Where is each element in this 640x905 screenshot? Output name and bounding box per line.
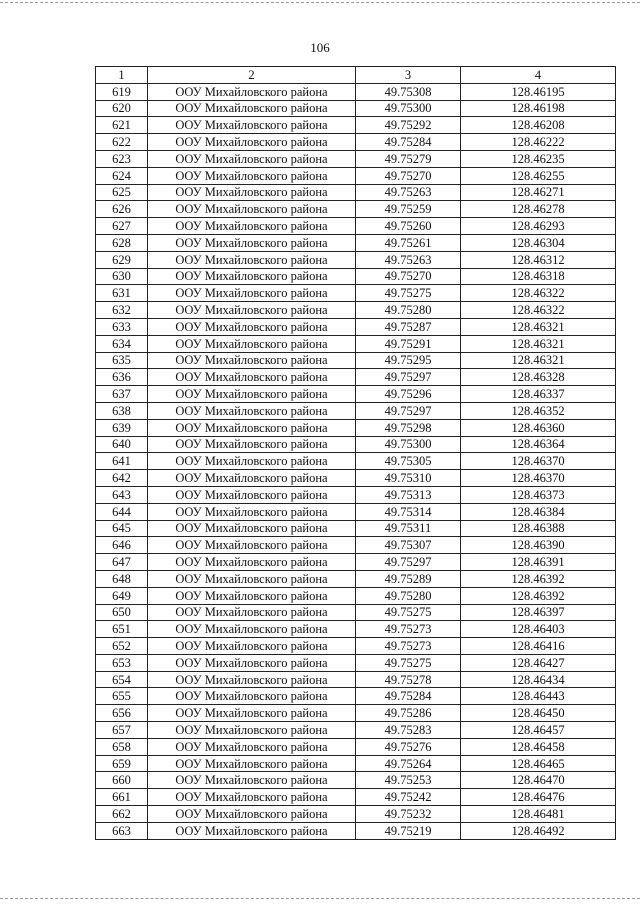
row-number-cell: 662	[96, 806, 148, 823]
row-name-cell: ООУ Михайловского района	[148, 671, 356, 688]
row-number-cell: 628	[96, 234, 148, 251]
scan-edge-top	[0, 2, 640, 4]
table-row	[96, 419, 616, 436]
row-longitude-cell: 128.46392	[461, 570, 616, 587]
row-name-cell: ООУ Михайловского района	[148, 789, 356, 806]
row-longitude-cell: 128.46397	[461, 604, 616, 621]
row-latitude-cell: 49.75275	[356, 654, 461, 671]
row-longitude-cell: 128.46450	[461, 705, 616, 722]
row-name-cell: ООУ Михайловского района	[148, 621, 356, 638]
table-row	[96, 167, 616, 184]
row-latitude-cell: 49.75284	[356, 134, 461, 151]
row-latitude-cell: 49.75275	[356, 285, 461, 302]
row-latitude-cell: 49.75280	[356, 587, 461, 604]
row-longitude-cell: 128.46271	[461, 184, 616, 201]
row-name-cell: ООУ Михайловского района	[148, 352, 356, 369]
row-latitude-cell: 49.75284	[356, 688, 461, 705]
row-latitude-cell: 49.75300	[356, 100, 461, 117]
row-longitude-cell: 128.46364	[461, 436, 616, 453]
table-row	[96, 537, 616, 554]
row-number-cell: 645	[96, 520, 148, 537]
row-number-cell: 629	[96, 251, 148, 268]
row-latitude-cell: 49.75259	[356, 201, 461, 218]
row-latitude-cell: 49.75264	[356, 755, 461, 772]
table-row	[96, 554, 616, 571]
row-name-cell: ООУ Михайловского района	[148, 386, 356, 403]
row-name-cell: ООУ Михайловского района	[148, 218, 356, 235]
coordinates-table	[95, 66, 616, 840]
row-latitude-cell: 49.75275	[356, 604, 461, 621]
table-row	[96, 218, 616, 235]
row-name-cell: ООУ Михайловского района	[148, 436, 356, 453]
row-longitude-cell: 128.46458	[461, 738, 616, 755]
row-latitude-cell: 49.75270	[356, 167, 461, 184]
row-name-cell: ООУ Михайловского района	[148, 100, 356, 117]
column-header-latitude: 3	[356, 67, 461, 84]
table-row	[96, 201, 616, 218]
row-number-cell: 641	[96, 453, 148, 470]
table-row	[96, 587, 616, 604]
row-latitude-cell: 49.75295	[356, 352, 461, 369]
table-row	[96, 453, 616, 470]
row-number-cell: 638	[96, 402, 148, 419]
row-longitude-cell: 128.46322	[461, 285, 616, 302]
header-row	[96, 67, 616, 84]
row-longitude-cell: 128.46321	[461, 352, 616, 369]
row-name-cell: ООУ Михайловского района	[148, 419, 356, 436]
row-latitude-cell: 49.75287	[356, 318, 461, 335]
row-number-cell: 653	[96, 654, 148, 671]
row-name-cell: ООУ Михайловского района	[148, 150, 356, 167]
table-row	[96, 117, 616, 134]
table-row	[96, 234, 616, 251]
row-number-cell: 656	[96, 705, 148, 722]
row-latitude-cell: 49.75313	[356, 486, 461, 503]
row-number-cell: 639	[96, 419, 148, 436]
table-row	[96, 335, 616, 352]
row-longitude-cell: 128.46235	[461, 150, 616, 167]
row-number-cell: 623	[96, 150, 148, 167]
row-latitude-cell: 49.75232	[356, 806, 461, 823]
row-name-cell: ООУ Михайловского района	[148, 604, 356, 621]
table-row	[96, 100, 616, 117]
row-name-cell: ООУ Михайловского района	[148, 251, 356, 268]
table-header	[96, 67, 616, 84]
row-latitude-cell: 49.75300	[356, 436, 461, 453]
row-longitude-cell: 128.46384	[461, 503, 616, 520]
row-longitude-cell: 128.46222	[461, 134, 616, 151]
table-row	[96, 251, 616, 268]
table-row	[96, 268, 616, 285]
row-number-cell: 663	[96, 822, 148, 839]
row-name-cell: ООУ Михайловского района	[148, 470, 356, 487]
table-row	[96, 302, 616, 319]
row-name-cell: ООУ Михайловского района	[148, 688, 356, 705]
row-name-cell: ООУ Михайловского района	[148, 537, 356, 554]
row-latitude-cell: 49.75263	[356, 184, 461, 201]
row-name-cell: ООУ Михайловского района	[148, 201, 356, 218]
row-latitude-cell: 49.75242	[356, 789, 461, 806]
row-longitude-cell: 128.46443	[461, 688, 616, 705]
row-latitude-cell: 49.75296	[356, 386, 461, 403]
row-longitude-cell: 128.46392	[461, 587, 616, 604]
row-longitude-cell: 128.46403	[461, 621, 616, 638]
row-longitude-cell: 128.46278	[461, 201, 616, 218]
row-number-cell: 655	[96, 688, 148, 705]
scan-edge-bottom	[0, 898, 640, 900]
row-longitude-cell: 128.46492	[461, 822, 616, 839]
table-row	[96, 570, 616, 587]
table-row	[96, 772, 616, 789]
row-name-cell: ООУ Михайловского района	[148, 369, 356, 386]
row-name-cell: ООУ Михайловского района	[148, 486, 356, 503]
row-number-cell: 650	[96, 604, 148, 621]
row-name-cell: ООУ Михайловского района	[148, 554, 356, 571]
row-number-cell: 624	[96, 167, 148, 184]
row-longitude-cell: 128.46360	[461, 419, 616, 436]
table-row	[96, 789, 616, 806]
row-longitude-cell: 128.46427	[461, 654, 616, 671]
row-latitude-cell: 49.75263	[356, 251, 461, 268]
row-latitude-cell: 49.75289	[356, 570, 461, 587]
row-number-cell: 634	[96, 335, 148, 352]
row-latitude-cell: 49.75307	[356, 537, 461, 554]
table-row	[96, 369, 616, 386]
row-number-cell: 651	[96, 621, 148, 638]
table-row	[96, 134, 616, 151]
row-name-cell: ООУ Михайловского района	[148, 335, 356, 352]
row-name-cell: ООУ Михайловского района	[148, 453, 356, 470]
row-number-cell: 659	[96, 755, 148, 772]
row-number-cell: 657	[96, 722, 148, 739]
row-number-cell: 661	[96, 789, 148, 806]
table-row	[96, 285, 616, 302]
row-longitude-cell: 128.46328	[461, 369, 616, 386]
table-row	[96, 503, 616, 520]
row-number-cell: 644	[96, 503, 148, 520]
row-longitude-cell: 128.46321	[461, 318, 616, 335]
row-latitude-cell: 49.75260	[356, 218, 461, 235]
table-row	[96, 402, 616, 419]
row-longitude-cell: 128.46390	[461, 537, 616, 554]
row-number-cell: 646	[96, 537, 148, 554]
row-number-cell: 621	[96, 117, 148, 134]
row-number-cell: 648	[96, 570, 148, 587]
row-longitude-cell: 128.46293	[461, 218, 616, 235]
row-longitude-cell: 128.46318	[461, 268, 616, 285]
row-longitude-cell: 128.46208	[461, 117, 616, 134]
row-name-cell: ООУ Михайловского района	[148, 570, 356, 587]
table-row	[96, 671, 616, 688]
table-row	[96, 688, 616, 705]
row-number-cell: 658	[96, 738, 148, 755]
row-name-cell: ООУ Михайловского района	[148, 520, 356, 537]
row-name-cell: ООУ Михайловского района	[148, 822, 356, 839]
row-latitude-cell: 49.75219	[356, 822, 461, 839]
row-longitude-cell: 128.46322	[461, 302, 616, 319]
row-number-cell: 619	[96, 83, 148, 100]
row-name-cell: ООУ Михайловского района	[148, 184, 356, 201]
column-header-number: 1	[96, 67, 148, 84]
row-name-cell: ООУ Михайловского района	[148, 654, 356, 671]
row-latitude-cell: 49.75276	[356, 738, 461, 755]
row-latitude-cell: 49.75273	[356, 621, 461, 638]
table-row	[96, 822, 616, 839]
table-row	[96, 150, 616, 167]
row-longitude-cell: 128.46391	[461, 554, 616, 571]
row-latitude-cell: 49.75297	[356, 402, 461, 419]
page-number: 106	[310, 40, 330, 55]
table-row	[96, 755, 616, 772]
row-longitude-cell: 128.46321	[461, 335, 616, 352]
row-longitude-cell: 128.46255	[461, 167, 616, 184]
row-name-cell: ООУ Михайловского района	[148, 318, 356, 335]
row-number-cell: 626	[96, 201, 148, 218]
table-row	[96, 83, 616, 100]
row-longitude-cell: 128.46198	[461, 100, 616, 117]
row-name-cell: ООУ Михайловского района	[148, 738, 356, 755]
row-latitude-cell: 49.75270	[356, 268, 461, 285]
table-row	[96, 184, 616, 201]
row-latitude-cell: 49.75314	[356, 503, 461, 520]
row-longitude-cell: 128.46476	[461, 789, 616, 806]
column-header-longitude: 4	[461, 67, 616, 84]
row-latitude-cell: 49.75297	[356, 369, 461, 386]
row-latitude-cell: 49.75292	[356, 117, 461, 134]
row-longitude-cell: 128.46195	[461, 83, 616, 100]
row-longitude-cell: 128.46481	[461, 806, 616, 823]
row-latitude-cell: 49.75305	[356, 453, 461, 470]
table-row	[96, 806, 616, 823]
row-name-cell: ООУ Михайловского района	[148, 722, 356, 739]
row-name-cell: ООУ Михайловского района	[148, 167, 356, 184]
row-latitude-cell: 49.75286	[356, 705, 461, 722]
row-longitude-cell: 128.46416	[461, 638, 616, 655]
row-number-cell: 630	[96, 268, 148, 285]
table-row	[96, 705, 616, 722]
table-row	[96, 470, 616, 487]
row-name-cell: ООУ Михайловского района	[148, 302, 356, 319]
row-name-cell: ООУ Михайловского района	[148, 83, 356, 100]
row-longitude-cell: 128.46434	[461, 671, 616, 688]
table-row	[96, 352, 616, 369]
row-longitude-cell: 128.46370	[461, 453, 616, 470]
row-longitude-cell: 128.46337	[461, 386, 616, 403]
row-latitude-cell: 49.75279	[356, 150, 461, 167]
row-number-cell: 652	[96, 638, 148, 655]
row-name-cell: ООУ Михайловского района	[148, 234, 356, 251]
row-longitude-cell: 128.46370	[461, 470, 616, 487]
row-name-cell: ООУ Михайловского района	[148, 755, 356, 772]
row-number-cell: 627	[96, 218, 148, 235]
row-number-cell: 622	[96, 134, 148, 151]
row-latitude-cell: 49.75278	[356, 671, 461, 688]
row-name-cell: ООУ Михайловского района	[148, 705, 356, 722]
row-latitude-cell: 49.75280	[356, 302, 461, 319]
row-latitude-cell: 49.75291	[356, 335, 461, 352]
row-name-cell: ООУ Михайловского района	[148, 402, 356, 419]
row-number-cell: 625	[96, 184, 148, 201]
row-number-cell: 636	[96, 369, 148, 386]
row-number-cell: 633	[96, 318, 148, 335]
table-row	[96, 738, 616, 755]
table-row	[96, 486, 616, 503]
row-number-cell: 660	[96, 772, 148, 789]
row-name-cell: ООУ Михайловского района	[148, 117, 356, 134]
row-latitude-cell: 49.75297	[356, 554, 461, 571]
row-latitude-cell: 49.75283	[356, 722, 461, 739]
table-row	[96, 654, 616, 671]
row-latitude-cell: 49.75308	[356, 83, 461, 100]
row-number-cell: 647	[96, 554, 148, 571]
row-name-cell: ООУ Михайловского района	[148, 806, 356, 823]
row-latitude-cell: 49.75298	[356, 419, 461, 436]
row-number-cell: 631	[96, 285, 148, 302]
row-number-cell: 643	[96, 486, 148, 503]
table-row	[96, 621, 616, 638]
row-longitude-cell: 128.46457	[461, 722, 616, 739]
row-name-cell: ООУ Михайловского района	[148, 503, 356, 520]
row-name-cell: ООУ Михайловского района	[148, 285, 356, 302]
row-latitude-cell: 49.75253	[356, 772, 461, 789]
row-longitude-cell: 128.46312	[461, 251, 616, 268]
row-longitude-cell: 128.46352	[461, 402, 616, 419]
table-row	[96, 318, 616, 335]
row-name-cell: ООУ Михайловского района	[148, 587, 356, 604]
table-row	[96, 520, 616, 537]
row-latitude-cell: 49.75261	[356, 234, 461, 251]
row-number-cell: 635	[96, 352, 148, 369]
table-body	[96, 83, 616, 839]
table-row	[96, 386, 616, 403]
row-number-cell: 620	[96, 100, 148, 117]
row-number-cell: 642	[96, 470, 148, 487]
row-longitude-cell: 128.46373	[461, 486, 616, 503]
row-name-cell: ООУ Михайловского района	[148, 772, 356, 789]
row-number-cell: 640	[96, 436, 148, 453]
row-longitude-cell: 128.46465	[461, 755, 616, 772]
row-longitude-cell: 128.46304	[461, 234, 616, 251]
row-number-cell: 654	[96, 671, 148, 688]
row-latitude-cell: 49.75310	[356, 470, 461, 487]
row-number-cell: 637	[96, 386, 148, 403]
table-row	[96, 604, 616, 621]
column-header-name: 2	[148, 67, 356, 84]
row-number-cell: 632	[96, 302, 148, 319]
row-name-cell: ООУ Михайловского района	[148, 268, 356, 285]
row-latitude-cell: 49.75273	[356, 638, 461, 655]
row-longitude-cell: 128.46470	[461, 772, 616, 789]
row-latitude-cell: 49.75311	[356, 520, 461, 537]
row-number-cell: 649	[96, 587, 148, 604]
row-name-cell: ООУ Михайловского района	[148, 638, 356, 655]
table-row	[96, 638, 616, 655]
table-row	[96, 436, 616, 453]
row-name-cell: ООУ Михайловского района	[148, 134, 356, 151]
row-longitude-cell: 128.46388	[461, 520, 616, 537]
table-row	[96, 722, 616, 739]
